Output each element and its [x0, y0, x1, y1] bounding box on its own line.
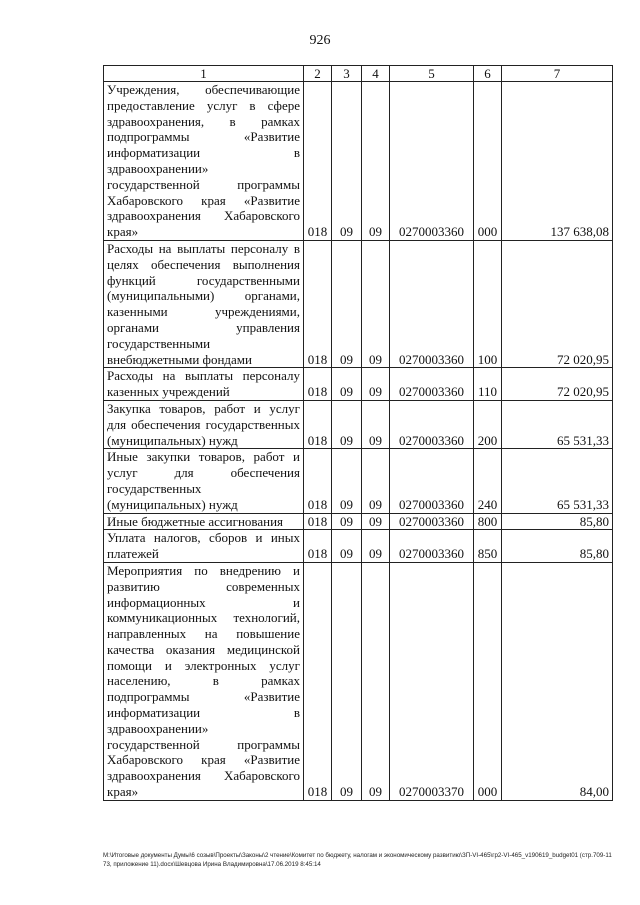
- row-subsection-code: 09: [362, 449, 390, 513]
- table-row: [104, 400, 613, 448]
- row-name: Расходы на выплаты персоналу казенных учреждений: [104, 368, 304, 401]
- row-amount: 72 020,95: [502, 240, 613, 367]
- budget-table: [103, 65, 613, 801]
- row-name: Иные закупки товаров, работ и услуг для обеспечения государственных (муниципальных) нужд: [104, 449, 304, 513]
- row-ministry-code: 018: [304, 400, 332, 448]
- row-subsection-code: 09: [362, 513, 390, 530]
- row-ministry-code: 018: [304, 82, 332, 241]
- row-ministry-code: 018: [304, 368, 332, 401]
- row-amount: 65 531,33: [502, 449, 613, 513]
- row-name: Учреждения, обеспечивающие предоставление услуг в сфере здравоохранения, в рамках подпрограммы «Развитие информатизации в здравоохранении» государственной программы Хабаровского края «Развитие здравоохранения Хабаровского края»: [104, 82, 304, 241]
- header-col-2: 2: [304, 66, 332, 82]
- row-ministry-code: 018: [304, 449, 332, 513]
- row-section-code: 09: [332, 240, 362, 367]
- row-section-code: 09: [332, 449, 362, 513]
- table-row: [104, 449, 613, 513]
- row-subsection-code: 09: [362, 82, 390, 241]
- row-target-article: 0270003360: [390, 530, 474, 563]
- row-section-code: 09: [332, 530, 362, 563]
- table-row: [104, 240, 613, 367]
- row-name: Уплата налогов, сборов и иных платежей: [104, 530, 304, 563]
- header-col-1: 1: [104, 66, 304, 82]
- row-expense-type: 000: [474, 82, 502, 241]
- row-name: Мероприятия по внедрению и развитию современных информационных и коммуникационных технологий, направленных на повышение качества оказания медицинской помощи и электронных услуг населению, в рамках подпрограммы «Развитие информатизации в здравоохранении» государственной программы Хабаровского края «Развитие здравоохранения Хабаровского края»: [104, 562, 304, 800]
- row-expense-type: 100: [474, 240, 502, 367]
- row-amount: 85,80: [502, 530, 613, 563]
- row-expense-type: 850: [474, 530, 502, 563]
- row-amount: 137 638,08: [502, 82, 613, 241]
- row-target-article: 0270003360: [390, 513, 474, 530]
- row-section-code: 09: [332, 513, 362, 530]
- row-section-code: 09: [332, 368, 362, 401]
- row-target-article: 0270003360: [390, 82, 474, 241]
- row-target-article: 0270003370: [390, 562, 474, 800]
- row-target-article: 0270003360: [390, 400, 474, 448]
- row-ministry-code: 018: [304, 513, 332, 530]
- row-subsection-code: 09: [362, 400, 390, 448]
- row-target-article: 0270003360: [390, 368, 474, 401]
- row-ministry-code: 018: [304, 530, 332, 563]
- row-ministry-code: 018: [304, 562, 332, 800]
- row-expense-type: 000: [474, 562, 502, 800]
- page-number: 926: [309, 33, 331, 48]
- header-col-7: 7: [502, 66, 613, 82]
- row-amount: 65 531,33: [502, 400, 613, 448]
- table-row: [104, 368, 613, 401]
- header-col-6: 6: [474, 66, 502, 82]
- table-row: [104, 82, 613, 241]
- header-col-5: 5: [390, 66, 474, 82]
- row-expense-type: 240: [474, 449, 502, 513]
- table-header-row: [104, 66, 613, 82]
- row-expense-type: 110: [474, 368, 502, 401]
- row-amount: 84,00: [502, 562, 613, 800]
- row-amount: 72 020,95: [502, 368, 613, 401]
- header-col-3: 3: [332, 66, 362, 82]
- row-target-article: 0270003360: [390, 240, 474, 367]
- row-target-article: 0270003360: [390, 449, 474, 513]
- row-section-code: 09: [332, 400, 362, 448]
- row-subsection-code: 09: [362, 368, 390, 401]
- row-section-code: 09: [332, 82, 362, 241]
- row-subsection-code: 09: [362, 240, 390, 367]
- row-expense-type: 800: [474, 513, 502, 530]
- table-row: [104, 562, 613, 800]
- row-name: Расходы на выплаты персоналу в целях обеспечения выполнения функций государственными (муниципальными) органами, казенными учреждениями, органами управления государственными внебюджетными фондами: [104, 240, 304, 367]
- table-row: [104, 530, 613, 563]
- header-col-4: 4: [362, 66, 390, 82]
- row-ministry-code: 018: [304, 240, 332, 367]
- row-subsection-code: 09: [362, 562, 390, 800]
- row-name: Закупка товаров, работ и услуг для обеспечения государственных (муниципальных) нужд: [104, 400, 304, 448]
- row-expense-type: 200: [474, 400, 502, 448]
- row-amount: 85,80: [502, 513, 613, 530]
- row-name: Иные бюджетные ассигнования: [104, 513, 304, 530]
- table-row: [104, 513, 613, 530]
- document-path-footer: M:\Итоговые документы Думы\6 созыв\Проекты\Законы\2 чтение\Комитет по бюджету, налогам и экономическому развитию\ЗП-VI-465\гр2-VI-465_v190619_budget01 (стр.709-1173, приложение 11).docx\Шевцова Ирина Владимировна\17.06.2019 8:45:14: [103, 852, 612, 868]
- row-subsection-code: 09: [362, 530, 390, 563]
- row-section-code: 09: [332, 562, 362, 800]
